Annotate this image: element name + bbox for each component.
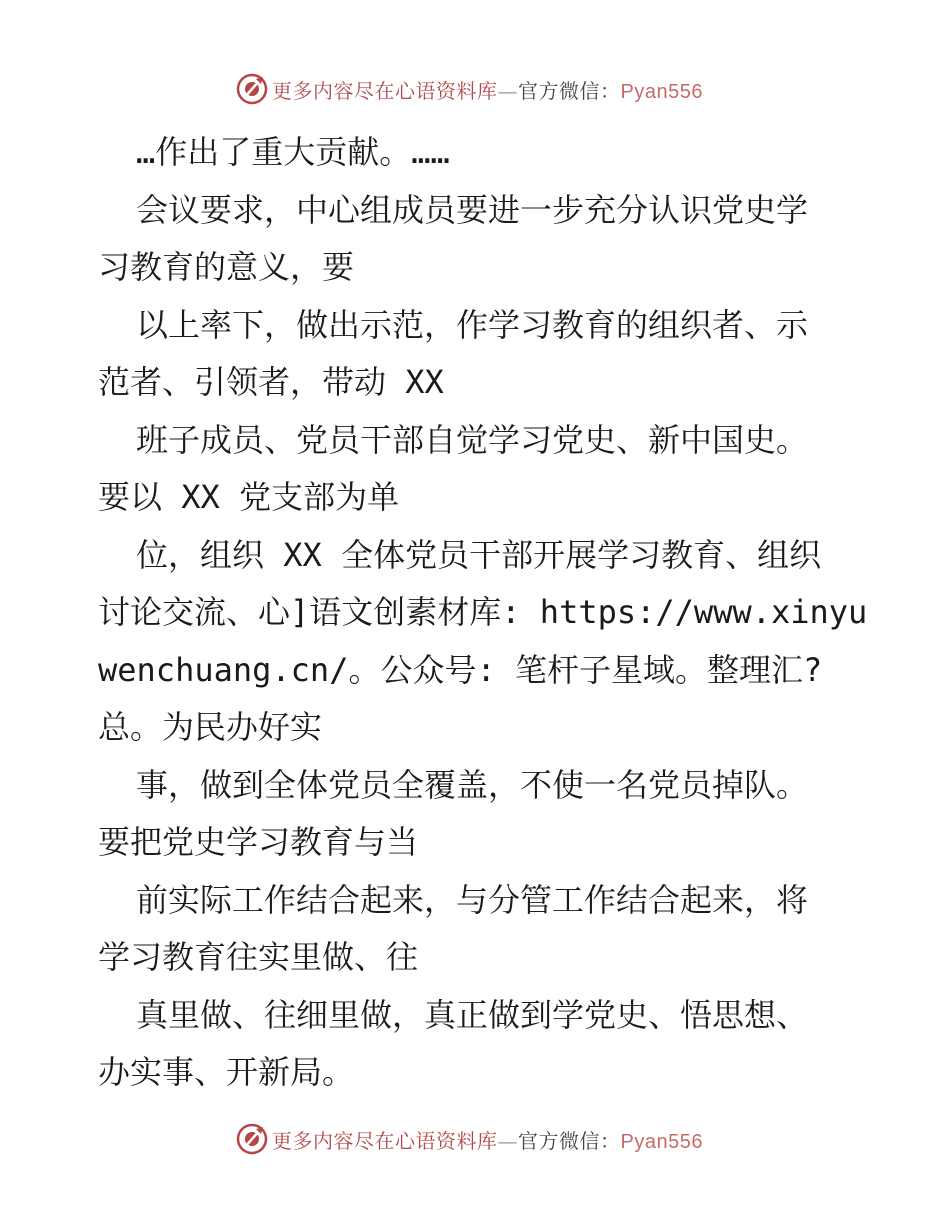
text-line: 前实际工作结合起来，与分管工作结合起来，将	[136, 880, 809, 919]
text-line: 班子成员、党员干部自觉学习党史、新中国史。	[136, 420, 809, 459]
logo-icon	[236, 1123, 268, 1155]
text-line: 办实事、开新局。	[98, 1053, 355, 1091]
text-line: …作出了重大贡献。……	[136, 133, 450, 171]
text-line: 真里做、往细里做，真正做到学党史、悟思想、	[136, 995, 809, 1034]
text-line: 习教育的意义，要	[98, 248, 355, 286]
header-banner	[236, 72, 703, 106]
text-line: 范者、引领者，带动 XX	[98, 363, 444, 401]
header-wechat-label: 官方微信：	[518, 78, 621, 103]
text-line: 会议要求，中心组成员要进一步充分认识党史学	[136, 190, 809, 229]
text-line: 位，组织 XX 全体党员干部开展学习教育、组织	[136, 535, 822, 574]
document-body	[98, 124, 868, 1102]
text-line: 要以 XX 党支部为单	[98, 478, 400, 516]
header-promo: 更多内容尽在心语资料库	[272, 78, 498, 103]
text-line: 讨论交流、心]语文创素材库: https://www.xinyu	[98, 593, 868, 631]
logo-icon	[236, 73, 268, 105]
text-line: 事，做到全体党员全覆盖，不使一名党员掉队。	[136, 765, 809, 804]
text-line: 学习教育往实里做、往	[98, 938, 419, 976]
header-wechat-id: Pyan556	[620, 80, 703, 103]
header-dash: —	[497, 78, 518, 103]
footer-wechat-id: Pyan556	[620, 1130, 703, 1153]
text-line: 以上率下，做出示范，作学习教育的组织者、示	[136, 305, 809, 344]
footer-promo: 更多内容尽在心语资料库	[272, 1128, 498, 1153]
footer-dash: —	[497, 1128, 518, 1153]
footer-promo-text	[272, 1125, 703, 1154]
header-promo-text	[272, 75, 703, 104]
footer-banner	[236, 1122, 703, 1156]
text-line: 要把党史学习教育与当	[98, 823, 419, 861]
text-line: wenchuang.cn/。公众号: 笔杆子星域。整理汇?	[98, 650, 823, 689]
footer-wechat-label: 官方微信：	[518, 1128, 621, 1153]
text-line: 总。为民办好实	[98, 708, 323, 746]
